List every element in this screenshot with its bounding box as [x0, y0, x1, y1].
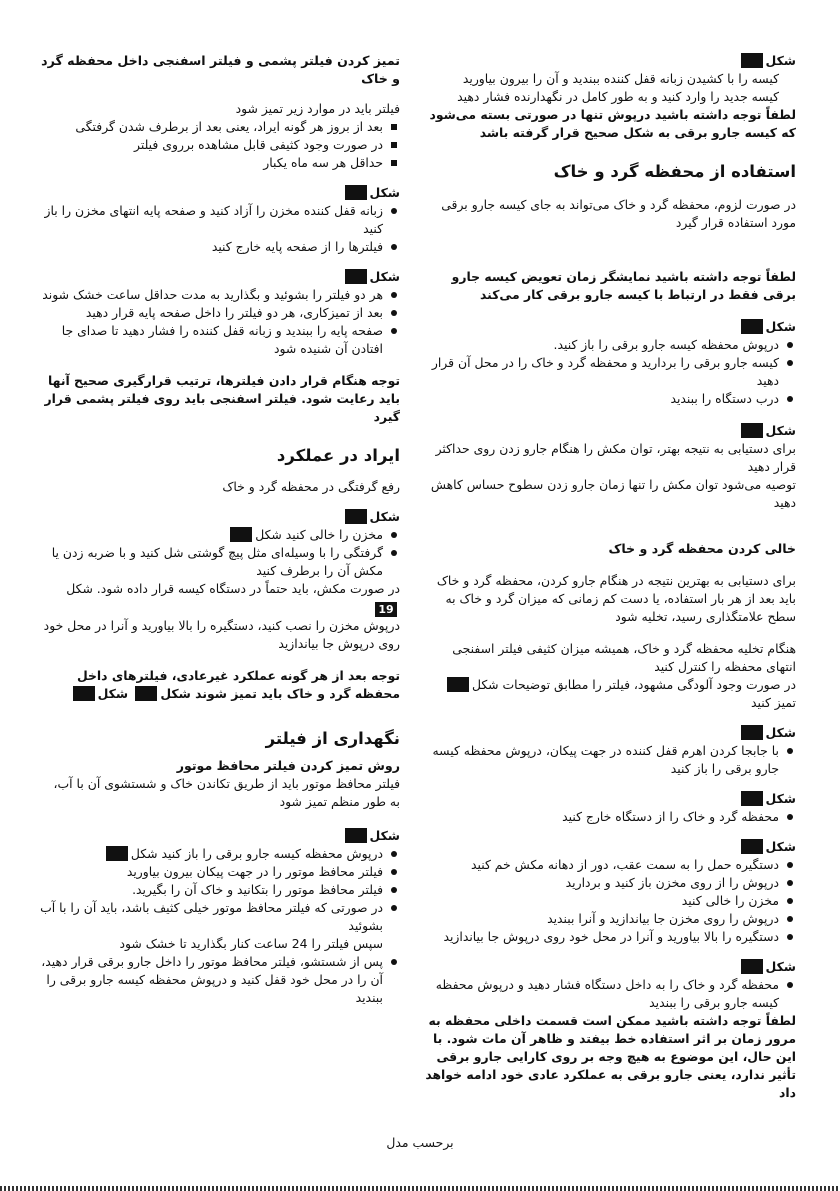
- list-item: حداقل هر سه ماه یکبار: [40, 154, 400, 172]
- paragraph: در صورت لزوم، محفظه گرد و خاک می‌تواند به جای کیسه جارو برقی مورد استفاده قرار گیرد: [441, 197, 796, 230]
- figure-number-box: [741, 839, 763, 854]
- section-title: استفاده از محفظه گرد و خاک: [553, 162, 796, 181]
- list-item: پس از شستشو، فیلتر محافظ موتور را داخل جارو برقی قرار دهید، آن را در محل خود قفل کنید و درپوش محفظه کیسه جارو برقی را ببندید: [40, 953, 400, 1007]
- list-item: مخزن را خالی کنید شکل: [40, 526, 400, 544]
- list-item: در صورت وجود کثیفی قابل مشاهده برروی فیلتر: [40, 136, 400, 154]
- list-item: بعد از تمیزکاری، هر دو فیلتر را داخل صفحه پایه قرار دهید: [40, 304, 400, 322]
- note: توجه هنگام قرار دادن فیلترها، ترتیب قرارگیری صحیح آنها باید رعایت شود. فیلتر اسفنجی باید روی فیلتر پشمی قرار گیرد: [44, 373, 400, 424]
- list-item: دستگیره را بالا بیاورید و آنرا در محل خود روی درپوش جا بیاندازید: [424, 928, 796, 946]
- list-item: فیلترها را از صفحه پایه خارج کنید: [40, 238, 400, 256]
- subsection-title: خالی کردن محفظه گرد و خاک: [608, 541, 796, 556]
- figure-number-box: [345, 828, 367, 843]
- figure-number-box: [106, 846, 128, 861]
- figure-number-box: [73, 686, 95, 701]
- figure-number-box: [741, 319, 763, 334]
- figure-label: شکل: [40, 268, 400, 286]
- list-item: فیلتر محافظ موتور را بتکانید و خاک آن را بگیرید.: [40, 881, 400, 899]
- bullet-list: [40, 286, 400, 358]
- bullet-list: [424, 336, 796, 408]
- paragraph: رفع گرفتگی در محفظه گرد و خاک: [222, 479, 400, 494]
- list-item: با جابجا کردن اهرم قفل کننده در جهت پیکان، درپوش محفظه کیسه جارو برقی را باز کنید: [424, 742, 796, 778]
- figure-number-box: [345, 269, 367, 284]
- figure-number-box: [345, 509, 367, 524]
- figure-label: شکل: [40, 508, 400, 526]
- figure-label: شکل: [424, 724, 796, 742]
- paragraph: کیسه جدید را وارد کنید و به طور کامل در نگهدارنده فشار دهید: [457, 89, 779, 104]
- bullet-list: [40, 118, 400, 172]
- list-item: درپوش را از روی مخزن باز کنید و بردارید: [424, 874, 796, 892]
- figure-number-box: [345, 185, 367, 200]
- list-item: محفظه گرد و خاک را از دستگاه خارج کنید: [424, 808, 796, 826]
- list-item: درب دستگاه را ببندید: [424, 390, 796, 408]
- subsection-title: تمیز کردن فیلتر پشمی و فیلتر اسفنجی داخل محفظه گرد و خاک: [41, 53, 400, 86]
- right-column: [424, 52, 796, 1102]
- list-item: گرفتگی را با وسیله‌ای مثل پیچ گوشتی شل کنید و با ضربه زدن یا مکش آن را برطرف کنید: [40, 544, 400, 580]
- note: لطفاً توجه داشته باشید درپوش تنها در صورتی بسته می‌شود که کیسه جارو برقی به شکل صحیح قرار گرفته باشد: [429, 107, 796, 140]
- bullet-list: [424, 808, 796, 826]
- figure-label: شکل: [424, 838, 796, 856]
- left-column: [40, 52, 400, 1007]
- list-item: فیلتر محافظ موتور را در جهت پیکان بیرون بیاورید: [40, 863, 400, 881]
- bullet-list: [40, 202, 400, 256]
- list-item: درپوش محفظه کیسه جارو برقی را باز کنید شکل: [40, 845, 400, 863]
- figure-label: شکل: [424, 52, 796, 70]
- figure-label: شکل: [424, 790, 796, 808]
- bottom-border: [0, 1186, 840, 1191]
- figure-number-box: [447, 677, 469, 692]
- subsection-title: روش تمیز کردن فیلتر محافظ موتور: [176, 758, 400, 773]
- page-footer: برحسب مدل: [386, 1135, 454, 1150]
- figure-number-box: [230, 527, 252, 542]
- list-item: دستگیره حمل را به سمت عقب، دور از دهانه مکش خم کنید: [424, 856, 796, 874]
- list-item: محفظه گرد و خاک را به داخل دستگاه فشار دهید و درپوش محفظه کیسه جارو برقی را ببندید: [424, 976, 796, 1012]
- note: توجه بعد از هر گونه عملکرد غیرعادی، فیلترهای داخل محفظه گرد و خاک باید تمیز شوند شکل شکل: [40, 667, 400, 703]
- note: لطفاً توجه داشته باشید نمایشگر زمان تعویض کیسه جارو برقی فقط در ارتباط با کیسه جارو برقی کار می‌کند: [451, 269, 796, 302]
- figure-label: شکل: [424, 318, 796, 336]
- figure-number-box: [741, 423, 763, 438]
- paragraph: برای دستیابی به بهترین نتیجه در هنگام جارو کردن، محفظه گرد و خاک باید بعد از هر بار استفاده، یا دست کم زمانی که میزان گرد و خاک به سطح علامتگذاری رسید، تخلیه شود: [436, 573, 796, 624]
- bullet-list: [424, 742, 796, 778]
- list-item: هر دو فیلتر را بشوئید و بگذارید به مدت حداقل ساعت خشک شوند: [40, 286, 400, 304]
- figure-number-box: [135, 686, 157, 701]
- list-item: بعد از بروز هر گونه ایراد، یعنی بعد از برطرف شدن گرفتگی: [40, 118, 400, 136]
- list-item: مخزن را خالی کنید: [424, 892, 796, 910]
- figure-label: شکل: [424, 958, 796, 976]
- list-item: زبانه قفل کننده مخزن را آزاد کنید و صفحه پایه انتهای مخزن را باز کنید: [40, 202, 400, 238]
- figure-number-box: [741, 53, 763, 68]
- paragraph: توصیه می‌شود توان مکش را تنها زمان جارو زدن سطوح حساس کاهش دهید: [430, 477, 796, 510]
- bullet-list: [40, 845, 400, 935]
- list-item: کیسه جارو برقی را بردارید و محفظه گرد و خاک را در محل آن قرار دهید: [424, 354, 796, 390]
- bullet-list: [40, 526, 400, 580]
- bullet-list: [40, 953, 400, 1007]
- figure-number-box: [741, 959, 763, 974]
- paragraph: فیلتر باید در موارد زیر تمیز شود: [235, 101, 400, 116]
- figure-number-box: [741, 725, 763, 740]
- paragraph: کیسه را با کشیدن زبانه قفل کننده ببندید و آن را بیرون بیاورید: [462, 71, 779, 86]
- figure-label: شکل: [40, 827, 400, 845]
- paragraph: فیلتر محافظ موتور باید از طریق تکاندن خاک و شستشوی آن با آب، به طور منظم تمیز شود: [53, 776, 400, 809]
- paragraph: سپس فیلتر را 24 ساعت کنار بگذارید تا خشک شود: [119, 936, 383, 951]
- paragraph: هنگام تخلیه محفظه گرد و خاک، همیشه میزان کثیفی فیلتر اسفنجی انتهای محفظه را کنترل کنید: [452, 641, 796, 674]
- list-item: صفحه پایه را ببندید و زبانه قفل کننده را فشار دهید تا صدای جا افتادن آن شنیده شود: [40, 322, 400, 358]
- list-item: در صورتی که فیلتر محافظ موتور خیلی کثیف باشد، باید آن را با آب بشوئید: [40, 899, 400, 935]
- figure-number-box: [741, 791, 763, 806]
- list-item: درپوش را روی مخزن جا بیاندازید و آنرا ببندید: [424, 910, 796, 928]
- list-item: درپوش محفظه کیسه جارو برقی را باز کنید.: [424, 336, 796, 354]
- paragraph: برای دستیابی به نتیجه بهتر، توان مکش را هنگام جارو زدن روی حداکثر قرار دهید: [435, 441, 796, 474]
- bullet-list: [424, 856, 796, 946]
- paragraph: درپوش مخزن را نصب کنید، دستگیره را بالا بیاورید و آنرا در محل خود روی درپوش جا بیاندازید: [43, 618, 400, 651]
- figure-label: شکل: [40, 184, 400, 202]
- note: لطفاً توجه داشته باشید ممکن است قسمت داخلی محفظه به مرور زمان بر اثر استفاده خط بیفتد و ظاهر آن مات شود. با این حال، این موضوع به هیچ وجه بر روی کارایی جارو برقی تأثیر ندارد، یعنی جارو برقی به عملکرد عادی خود ادامه خواهد داد: [425, 1013, 796, 1100]
- bullet-list: [424, 976, 796, 1012]
- paragraph: در صورت وجود آلودگی مشهود، فیلتر را مطابق توضیحات شکل تمیز کنید: [424, 676, 796, 712]
- section-title: ایراد در عملکرد: [276, 446, 400, 465]
- figure-label: شکل: [424, 422, 796, 440]
- figure-number-box: 19: [375, 602, 397, 617]
- section-title: نگهداری از فیلتر: [265, 729, 400, 748]
- paragraph: در صورت مکش، باید حتماً در دستگاه کیسه قرار داده شود. شکل19: [66, 581, 400, 616]
